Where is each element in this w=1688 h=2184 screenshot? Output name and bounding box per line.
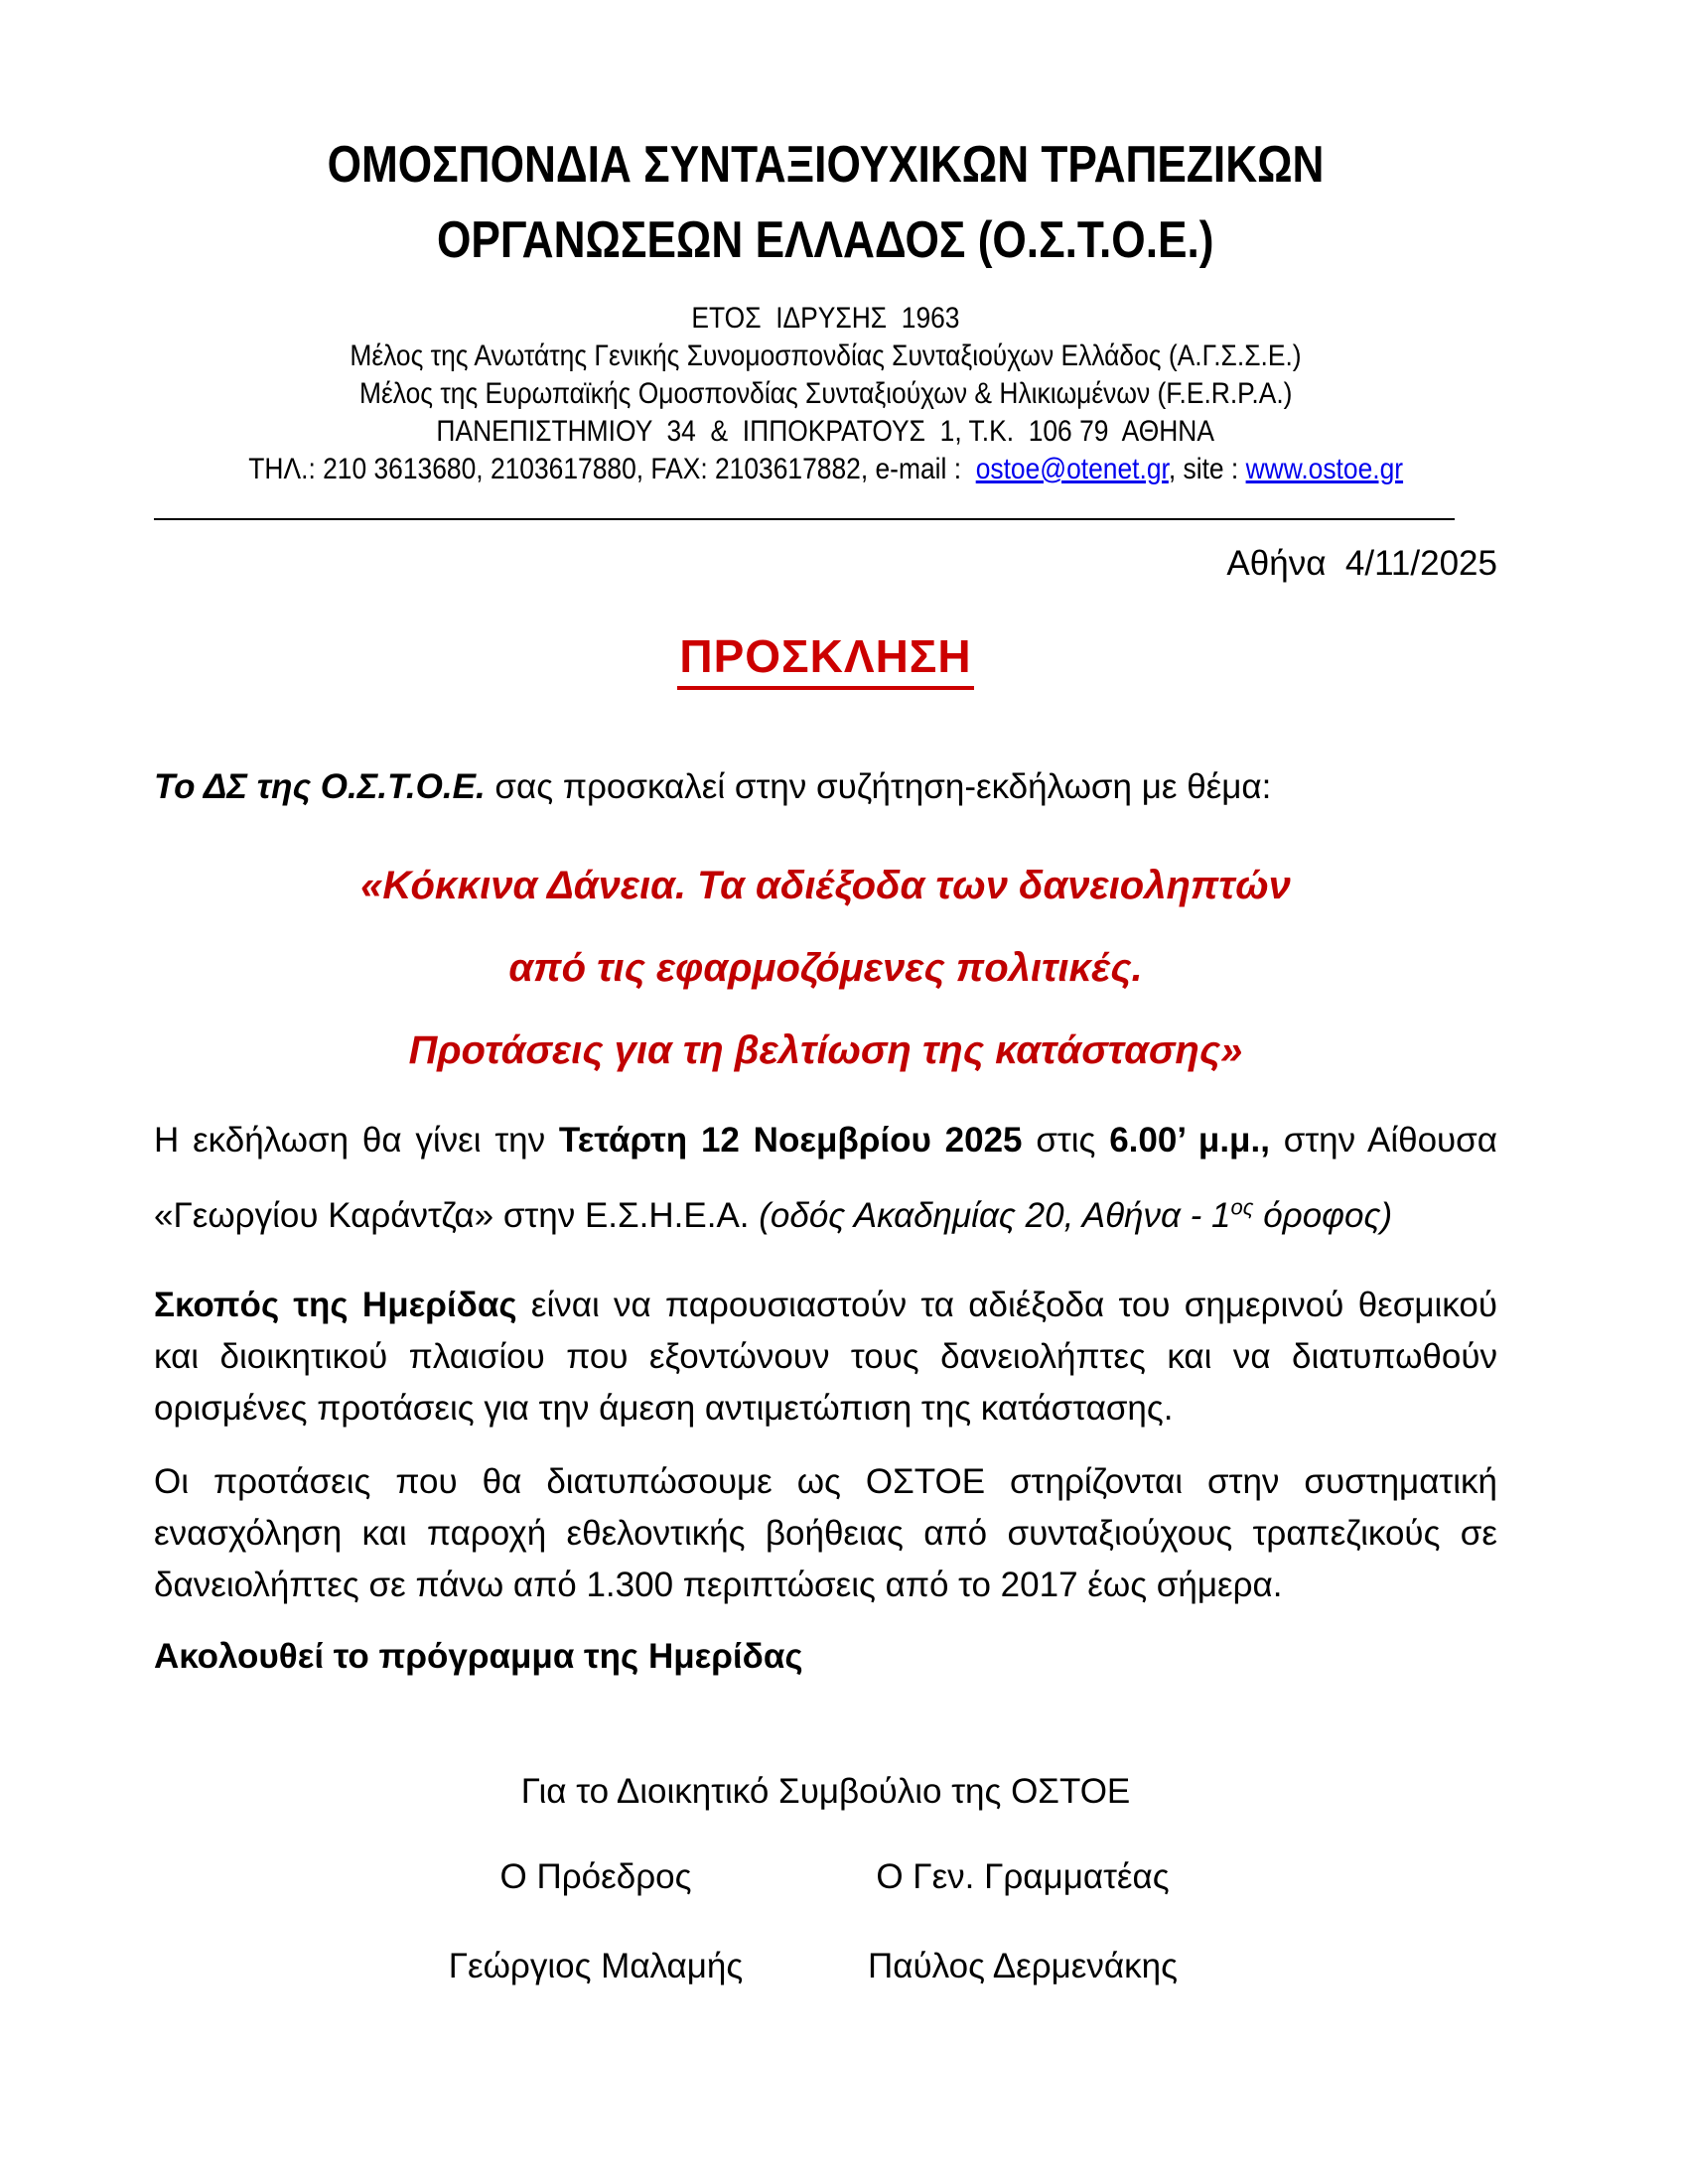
org-title-line2: ΟΡΓΑΝΩΣΕΩΝ ΕΛΛΑΔΟΣ (Ο.Σ.Τ.Ο.Ε.): [437, 211, 1214, 269]
role-secretary: Ο Γεν. Γραμματέας: [876, 1857, 1170, 1896]
email-link[interactable]: ostoe@otenet.gr: [975, 453, 1169, 485]
invitation-heading: ΠΡΟΣΚΛΗΣΗ: [677, 629, 973, 690]
membership-line-ferpa: Μέλος της Ευρωπαϊκής Ομοσπονδίας Συνταξιούχων & Ηλικιωμένων (F.E.R.P.A.): [358, 377, 1293, 410]
membership-line-agsse: Μέλος της Ανωτάτης Γενικής Συνομοσπονδίας Συνταξιούχων Ελλάδος (Α.Γ.Σ.Σ.Ε.): [350, 340, 1302, 372]
event-location-text-1: (οδός Ακαδημίας 20, Αθήνα - 1: [759, 1196, 1231, 1235]
org-title-line1: ΟΜΟΣΠΟΝΔΙΑ ΣΥΝΤΑΞΙΟΥΧΙΚΩΝ ΤΡΑΠΕΖΙΚΩΝ: [327, 136, 1325, 194]
signature-on-behalf: Για το Διοικητικό Συμβούλιο της ΟΣΤΟΕ: [520, 1772, 1131, 1811]
signature-names-row: [154, 1945, 1497, 1988]
name-secretary: Παύλος Δερμενάκης: [868, 1947, 1178, 1985]
contact-separator: , site :: [1168, 453, 1246, 485]
invitation-heading-row: [154, 629, 1497, 690]
founding-year-line: ΕΤΟΣ ΙΔΡΥΣΗΣ 1963: [691, 302, 960, 335]
signature-roles-row: [154, 1855, 1497, 1899]
proposals-paragraph: Οι προτάσεις που θα διατυπώσουμε ως ΟΣΤΟΕ στηρίζονται στην συστηματική ενασχόληση και παροχή εθελοντικής βοήθειας από συνταξιούχους τραπεζικούς σε δανειολήπτες σε πάνω από 1.300 περιπτώσεις από το 2017 έως σήμερα.: [154, 1462, 1497, 1604]
intro-text: σας προσκαλεί στην συζήτηση-εκδήλωση με θέμα:: [485, 767, 1272, 806]
intro-paragraph: [154, 765, 1497, 809]
theme-line-2: από τις εφαρμοζόμενες πολιτικές.: [508, 946, 1143, 990]
event-text-2: στις: [1022, 1121, 1110, 1160]
theme-line-3: Προτάσεις για τη βελτίωση της κατάστασης»: [408, 1028, 1243, 1072]
date-line: Αθήνα 4/11/2025: [1226, 544, 1497, 583]
event-location-text-2: όροφος): [1253, 1196, 1393, 1235]
event-paragraph: [154, 1103, 1497, 1254]
event-text-3: στην Αίθουσα «Γεωργίου Καράντζα» στην Ε.Σ.Η.Ε.Α.: [154, 1121, 1498, 1235]
name-president: Γεώργιος Μαλαμής: [448, 1947, 744, 1985]
event-time: 6.00’ μ.μ.,: [1109, 1121, 1270, 1160]
event-location-ordinal: ος: [1230, 1194, 1254, 1220]
address-line: ΠΑΝΕΠΙΣΤΗΜΙΟΥ 34 & ΙΠΠΟΚΡΑΤΟΥΣ 1, Τ.Κ. 106 79 ΑΘΗΝΑ: [436, 415, 1215, 448]
role-president: Ο Πρόεδρος: [499, 1857, 692, 1896]
contact-line-content: [248, 451, 1403, 488]
website-link[interactable]: www.ostoe.gr: [1245, 453, 1403, 485]
organization-title: [154, 127, 1497, 278]
purpose-paragraph: [154, 1280, 1497, 1434]
purpose-text: είναι να παρουσιαστούν τα αδιέξοδα του σημερινού θεσμικού και διοικητικού πλαισίου που εξοντώνουν τους δανειολήπτες και να διατυπωθούν ορισμένες προτάσεις για την άμεση αντιμετώπιση της κατάστασης.: [154, 1286, 1497, 1428]
phone-fax-text: ΤΗΛ.: 210 3613680, 2103617880, FAX: 2103617882, e-mail :: [248, 453, 976, 485]
contact-line: [154, 451, 1497, 488]
event-date: Τετάρτη 12 Νοεμβρίου 2025: [558, 1121, 1023, 1160]
theme-line-1: «Κόκκινα Δάνεια. Τα αδιέξοδα των δανειοληπτών: [360, 864, 1291, 907]
program-note: Ακολουθεί το πρόγραμμα της Ημερίδας: [154, 1637, 803, 1676]
event-location: [759, 1196, 1392, 1235]
intro-lead: Το ΔΣ της Ο.Σ.Τ.Ο.Ε.: [154, 767, 486, 806]
header-divider: [154, 518, 1455, 520]
event-text-1: Η εκδήλωση θα γίνει την: [154, 1121, 559, 1160]
purpose-lead: Σκοπός της Ημερίδας: [154, 1286, 517, 1324]
